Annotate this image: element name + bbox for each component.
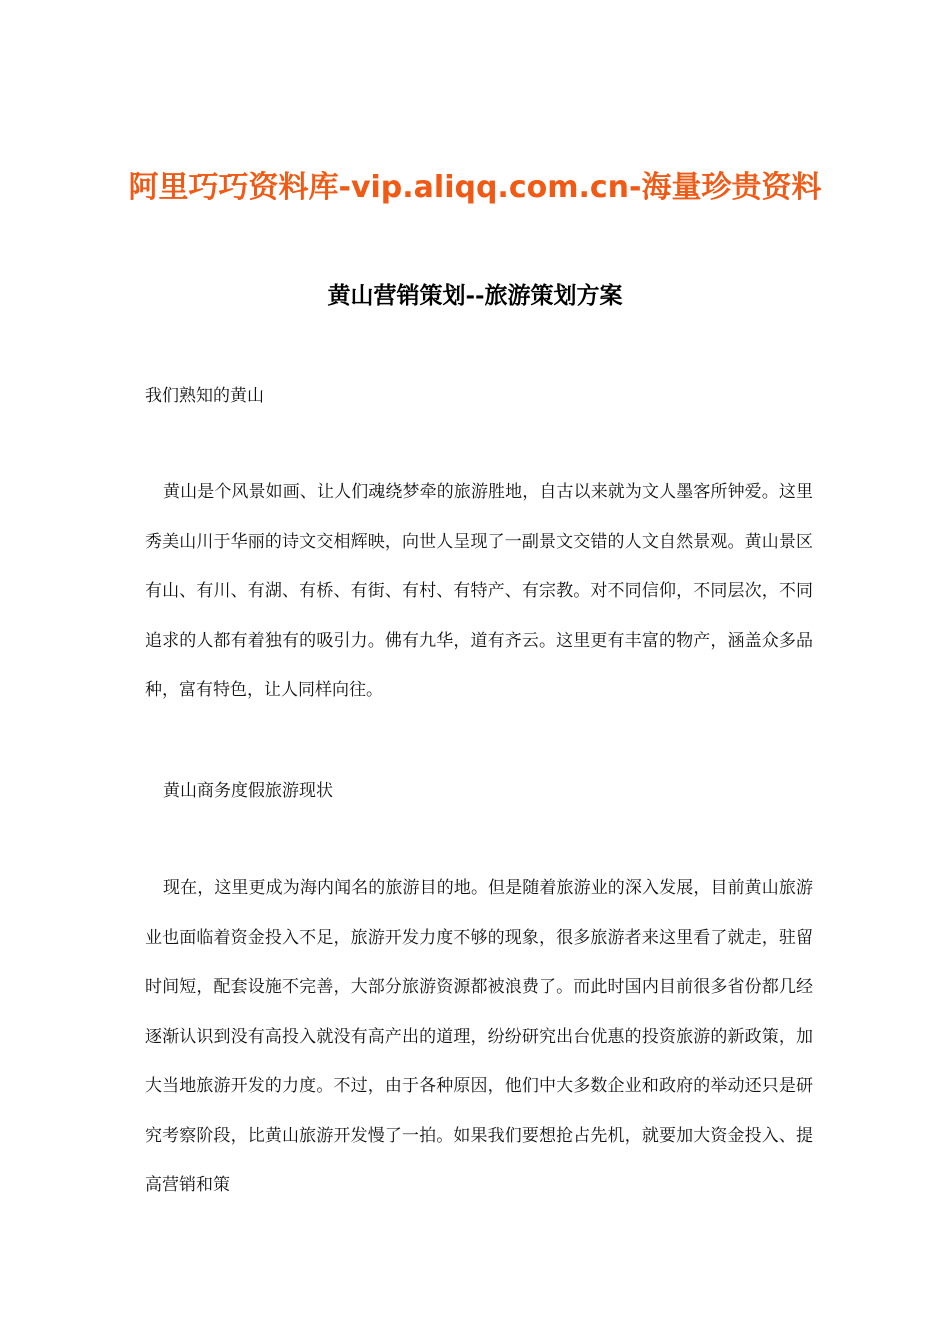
watermark-banner: 阿里巧巧资料库-vip.aliqq.com.cn-海量珍贵资料 <box>128 170 822 205</box>
document-title: 黄山营销策划--旅游策划方案 <box>327 282 623 309</box>
body-paragraph: 现在，这里更成为海内闻名的旅游目的地。但是随着旅游业的深入发展，目前黄山旅游业也面临着资金投入不足，旅游开发力度不够的现象，很多旅游者来这里看了就走，驻留时间短，配套设施不完善，大部分旅游资源都被浪费了。而此时国内目前很多省份都几经逐渐认识到没有高投入就没有高产出的道理，纷纷研究出台优惠的投资旅游的新政策，加大当地旅游开发的力度。不过，由于各种原因，他们中大多数企业和政府的举动还只是研究考察阶段，比黄山旅游开发慢了一拍。如果我们要想抢占先机，就要加大资金投入、提高营销和策 <box>145 878 813 1195</box>
section-heading: 我们熟知的黄山 <box>145 386 264 406</box>
section-heading: 黄山商务度假旅游现状 <box>163 781 333 801</box>
body-paragraph: 黄山是个风景如画、让人们魂绕梦牵的旅游胜地，自古以来就为文人墨客所钟爱。这里秀美山川于华丽的诗文交相辉映，向世人呈现了一副景文交错的人文自然景观。黄山景区有山、有川、有湖、有桥、有街、有村、有特产、有宗教。对不同信仰，不同层次，不同追求的人都有着独有的吸引力。佛有九华，道有齐云。这里更有丰富的物产，涵盖众多品种，富有特色，让人同样向往。 <box>145 482 813 700</box>
